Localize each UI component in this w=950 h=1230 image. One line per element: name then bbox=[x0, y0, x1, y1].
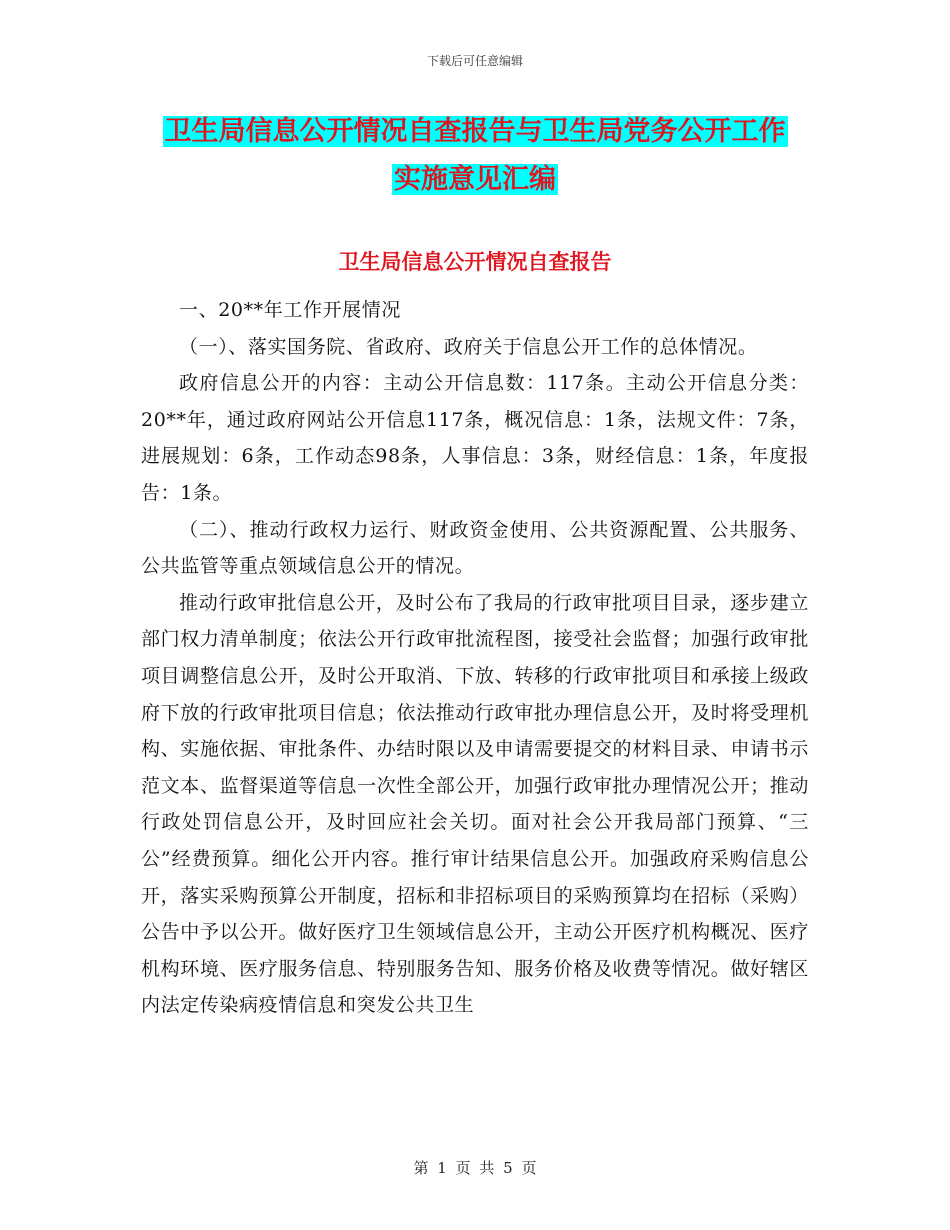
document-title-line-2: 实施意见汇编 bbox=[394, 164, 556, 195]
page-header-note: 下载后可任意编辑 bbox=[426, 54, 523, 68]
document-title-line-1: 卫生局信息公开情况自查报告与卫生局党务公开工作 bbox=[164, 116, 786, 147]
paragraph-heading-1: 一、20**年工作开展情况 bbox=[179, 299, 401, 321]
paragraph-subheading-2: （二）、推动行政权力运行、财政资金使用、公共资源配置、公共服务、公共监管等重点领域信息公开的情况。 bbox=[141, 518, 809, 578]
page-number: 第 1 页 共 5 页 bbox=[413, 1159, 537, 1177]
section-title: 卫生局信息公开情况自查报告 bbox=[338, 250, 612, 274]
paragraph-content-2: 推动行政审批信息公开，及时公布了我局的行政审批项目目录，逐步建立部门权力清单制度；依法公开行政审批流程图，接受社会监督；加强行政审批项目调整信息公开，及时公开取消、下放、转移的行政审批项目和承接上级政府下放的行政审批项目信息；依法推动行政审批办理信息公开，及时将受理机构、实施依据、审批条件、办结时限以及申请需要提交的材料目录、申请书示范文本、监督渠道等信息一次性全部公开，加强行政审批办理情况公开；推动行政处罚信息公开，及时回应社会关切。面对社会公开我局部门预算、“三公”经费预算。细化公开内容。推行审计结果信息公开。加强政府采购信息公开，落实采购预算公开制度，招标和非招标项目的采购预算均在招标（采购）公告中予以公开。做好医疗卫生领域信息公开，主动公开医疗机构概况、医疗机构环境、医疗服务信息、特别服务告知、服务价格及收费等情况。做好辖区内法定传染病疫情信息和突发公共卫生 bbox=[141, 591, 809, 1017]
document-body bbox=[141, 292, 809, 1024]
paragraph-subheading-1: （一）、落实国务院、省政府、政府关于信息公开工作的总体情况。 bbox=[179, 335, 758, 358]
paragraph-content-1: 政府信息公开的内容：主动公开信息数：117条。主动公开信息分类：20**年，通过政府网站公开信息117条，概况信息：1条，法规文件：7条，进展规划：6条，工作动态98条，人事信息：3条，财经信息：1条，年度报告：1条。 bbox=[141, 372, 809, 504]
document-title bbox=[0, 108, 950, 204]
